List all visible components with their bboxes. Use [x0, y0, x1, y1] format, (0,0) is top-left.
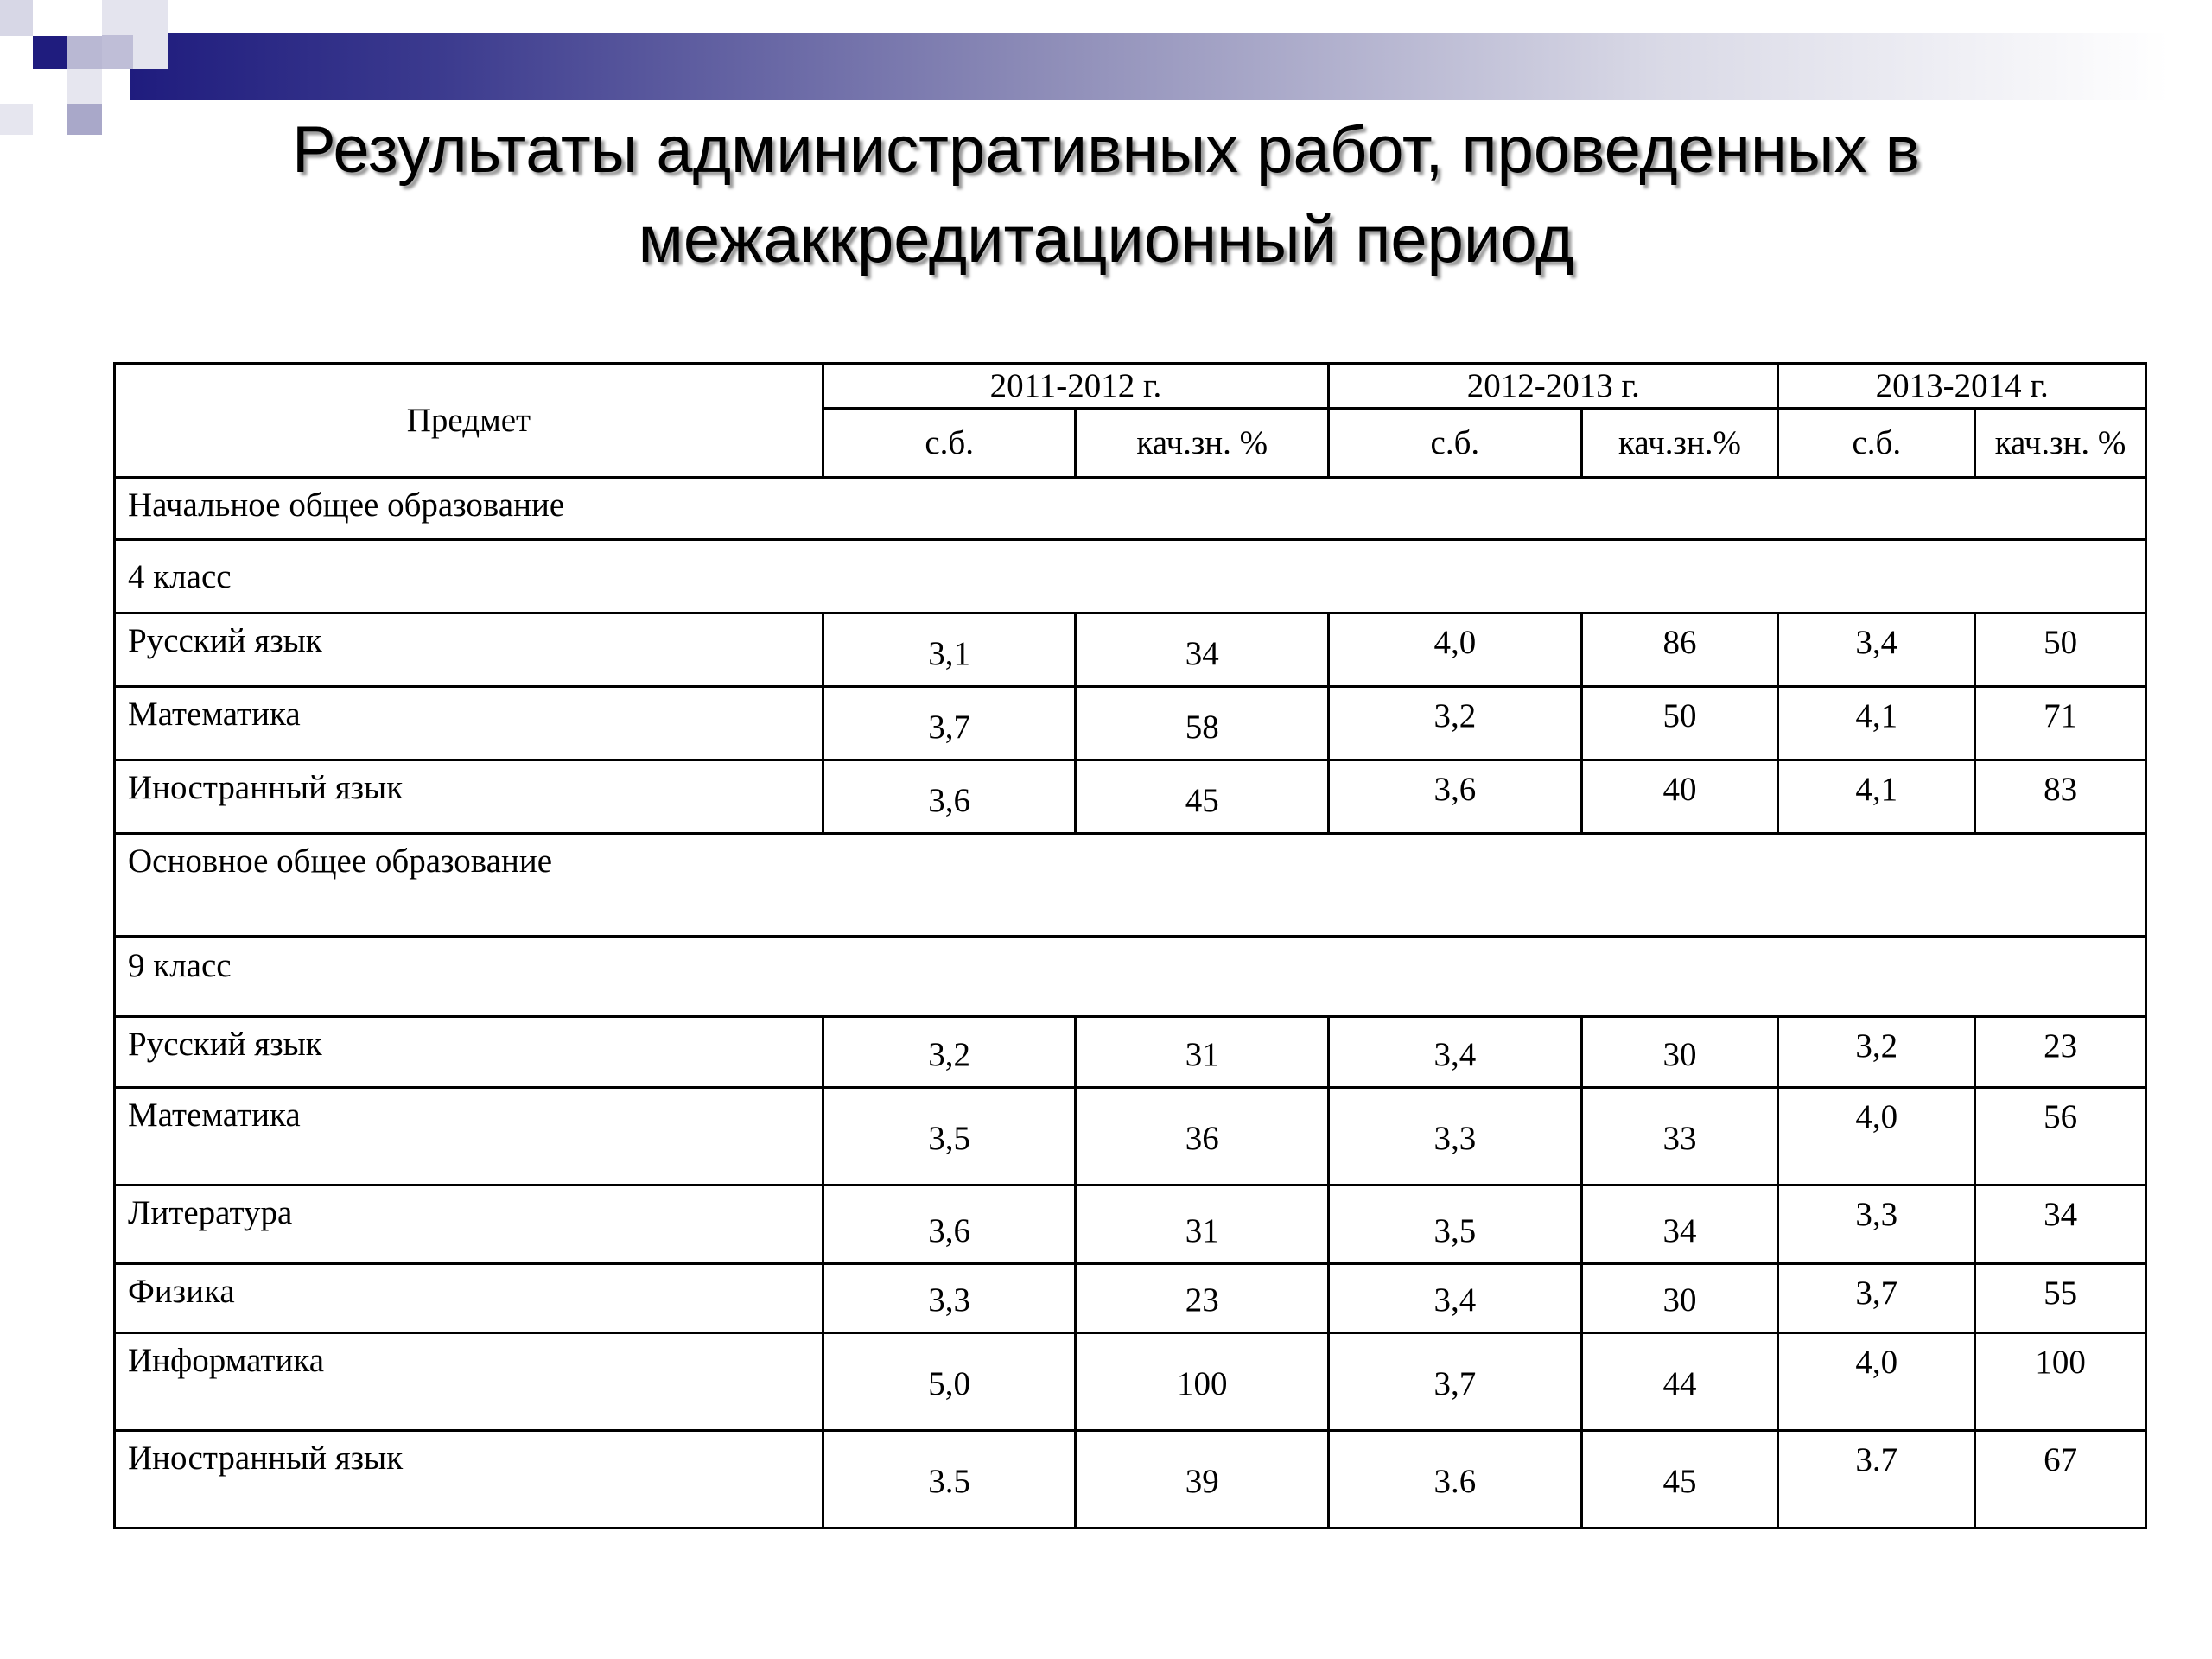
value-cell: 3,3 [1329, 1088, 1582, 1185]
value-cell: 50 [1975, 613, 2146, 687]
slide-title: Результаты административных работ, проведенных в межаккредитационный период [292, 113, 1920, 276]
results-table [113, 362, 2147, 1529]
value-cell: 3,5 [823, 1088, 1076, 1185]
value-cell: 31 [1076, 1017, 1329, 1088]
value-cell: 3,3 [1778, 1185, 1975, 1264]
value-cell: 3,6 [823, 760, 1076, 834]
subject-cell: Литература [115, 1185, 823, 1264]
metric-header: кач.зн.% [1581, 409, 1778, 478]
value-cell: 3,7 [823, 687, 1076, 760]
value-cell: 33 [1581, 1088, 1778, 1185]
value-cell: 36 [1076, 1088, 1329, 1185]
subject-header: Предмет [115, 364, 823, 478]
table-row [115, 1264, 2146, 1333]
value-cell: 4,1 [1778, 687, 1975, 760]
value-cell: 3,3 [823, 1264, 1076, 1333]
metric-header: с.б. [1778, 409, 1975, 478]
value-cell: 3.6 [1329, 1431, 1582, 1529]
decorative-square [67, 69, 102, 104]
value-cell: 34 [1975, 1185, 2146, 1264]
value-cell: 45 [1581, 1431, 1778, 1529]
value-cell: 45 [1076, 760, 1329, 834]
value-cell: 3,2 [1329, 687, 1582, 760]
value-cell: 71 [1975, 687, 2146, 760]
value-cell: 30 [1581, 1264, 1778, 1333]
table-row [115, 760, 2146, 834]
subject-cell: Иностранный язык [115, 1431, 823, 1529]
value-cell: 100 [1975, 1333, 2146, 1431]
value-cell: 34 [1581, 1185, 1778, 1264]
value-cell: 4,0 [1778, 1333, 1975, 1431]
decorative-square [67, 36, 102, 69]
value-cell: 56 [1975, 1088, 2146, 1185]
value-cell: 3,4 [1329, 1017, 1582, 1088]
decorative-square [0, 0, 33, 36]
value-cell: 4,0 [1329, 613, 1582, 687]
grade-label: 9 класс [115, 937, 2146, 1017]
value-cell: 3,7 [1778, 1264, 1975, 1333]
subject-cell: Математика [115, 1088, 823, 1185]
value-cell: 4,0 [1778, 1088, 1975, 1185]
value-cell: 34 [1076, 613, 1329, 687]
subject-cell: Русский язык [115, 1017, 823, 1088]
table-row [115, 1017, 2146, 1088]
table-row [115, 1185, 2146, 1264]
year-header: 2011-2012 г. [823, 364, 1328, 409]
table-row [115, 1088, 2146, 1185]
value-cell: 5,0 [823, 1333, 1076, 1431]
value-cell: 50 [1581, 687, 1778, 760]
decorative-square [33, 36, 67, 69]
value-cell: 58 [1076, 687, 1329, 760]
section-label: Основное общее образование [115, 834, 2146, 937]
decorative-gradient-bar [130, 33, 2169, 100]
value-cell: 100 [1076, 1333, 1329, 1431]
table-row [115, 1333, 2146, 1431]
value-cell: 39 [1076, 1431, 1329, 1529]
subject-cell: Иностранный язык [115, 760, 823, 834]
value-cell: 3,5 [1329, 1185, 1582, 1264]
year-header: 2013-2014 г. [1778, 364, 2146, 409]
decorative-square [0, 104, 33, 135]
value-cell: 3,7 [1329, 1333, 1582, 1431]
subject-cell: Физика [115, 1264, 823, 1333]
value-cell: 3,4 [1329, 1264, 1582, 1333]
value-cell: 3,6 [1329, 760, 1582, 834]
value-cell: 23 [1975, 1017, 2146, 1088]
year-header: 2012-2013 г. [1329, 364, 1778, 409]
value-cell: 4,1 [1778, 760, 1975, 834]
metric-header: с.б. [823, 409, 1076, 478]
grade-row [115, 937, 2146, 1017]
value-cell: 83 [1975, 760, 2146, 834]
table-row [115, 613, 2146, 687]
metric-header: кач.зн. % [1975, 409, 2146, 478]
section-label: Начальное общее образование [115, 478, 2146, 540]
value-cell: 23 [1076, 1264, 1329, 1333]
value-cell: 3,2 [823, 1017, 1076, 1088]
decorative-square [102, 35, 133, 69]
table-row [115, 687, 2146, 760]
subject-cell: Информатика [115, 1333, 823, 1431]
subject-cell: Русский язык [115, 613, 823, 687]
subject-cell: Математика [115, 687, 823, 760]
table-row [115, 1431, 2146, 1529]
value-cell: 3.5 [823, 1431, 1076, 1529]
value-cell: 3,2 [1778, 1017, 1975, 1088]
value-cell: 3,1 [823, 613, 1076, 687]
value-cell: 30 [1581, 1017, 1778, 1088]
value-cell: 55 [1975, 1264, 2146, 1333]
value-cell: 86 [1581, 613, 1778, 687]
metric-header: с.б. [1329, 409, 1582, 478]
metric-header: кач.зн. % [1076, 409, 1329, 478]
value-cell: 3.7 [1778, 1431, 1975, 1529]
value-cell: 3,6 [823, 1185, 1076, 1264]
decorative-square [33, 69, 67, 104]
value-cell: 67 [1975, 1431, 2146, 1529]
value-cell: 31 [1076, 1185, 1329, 1264]
value-cell: 3,4 [1778, 613, 1975, 687]
grade-row [115, 540, 2146, 613]
section-row [115, 834, 2146, 937]
value-cell: 44 [1581, 1333, 1778, 1431]
decorative-square [67, 104, 102, 135]
value-cell: 40 [1581, 760, 1778, 834]
section-row [115, 478, 2146, 540]
header-row-years [115, 364, 2146, 409]
grade-label: 4 класс [115, 540, 2146, 613]
